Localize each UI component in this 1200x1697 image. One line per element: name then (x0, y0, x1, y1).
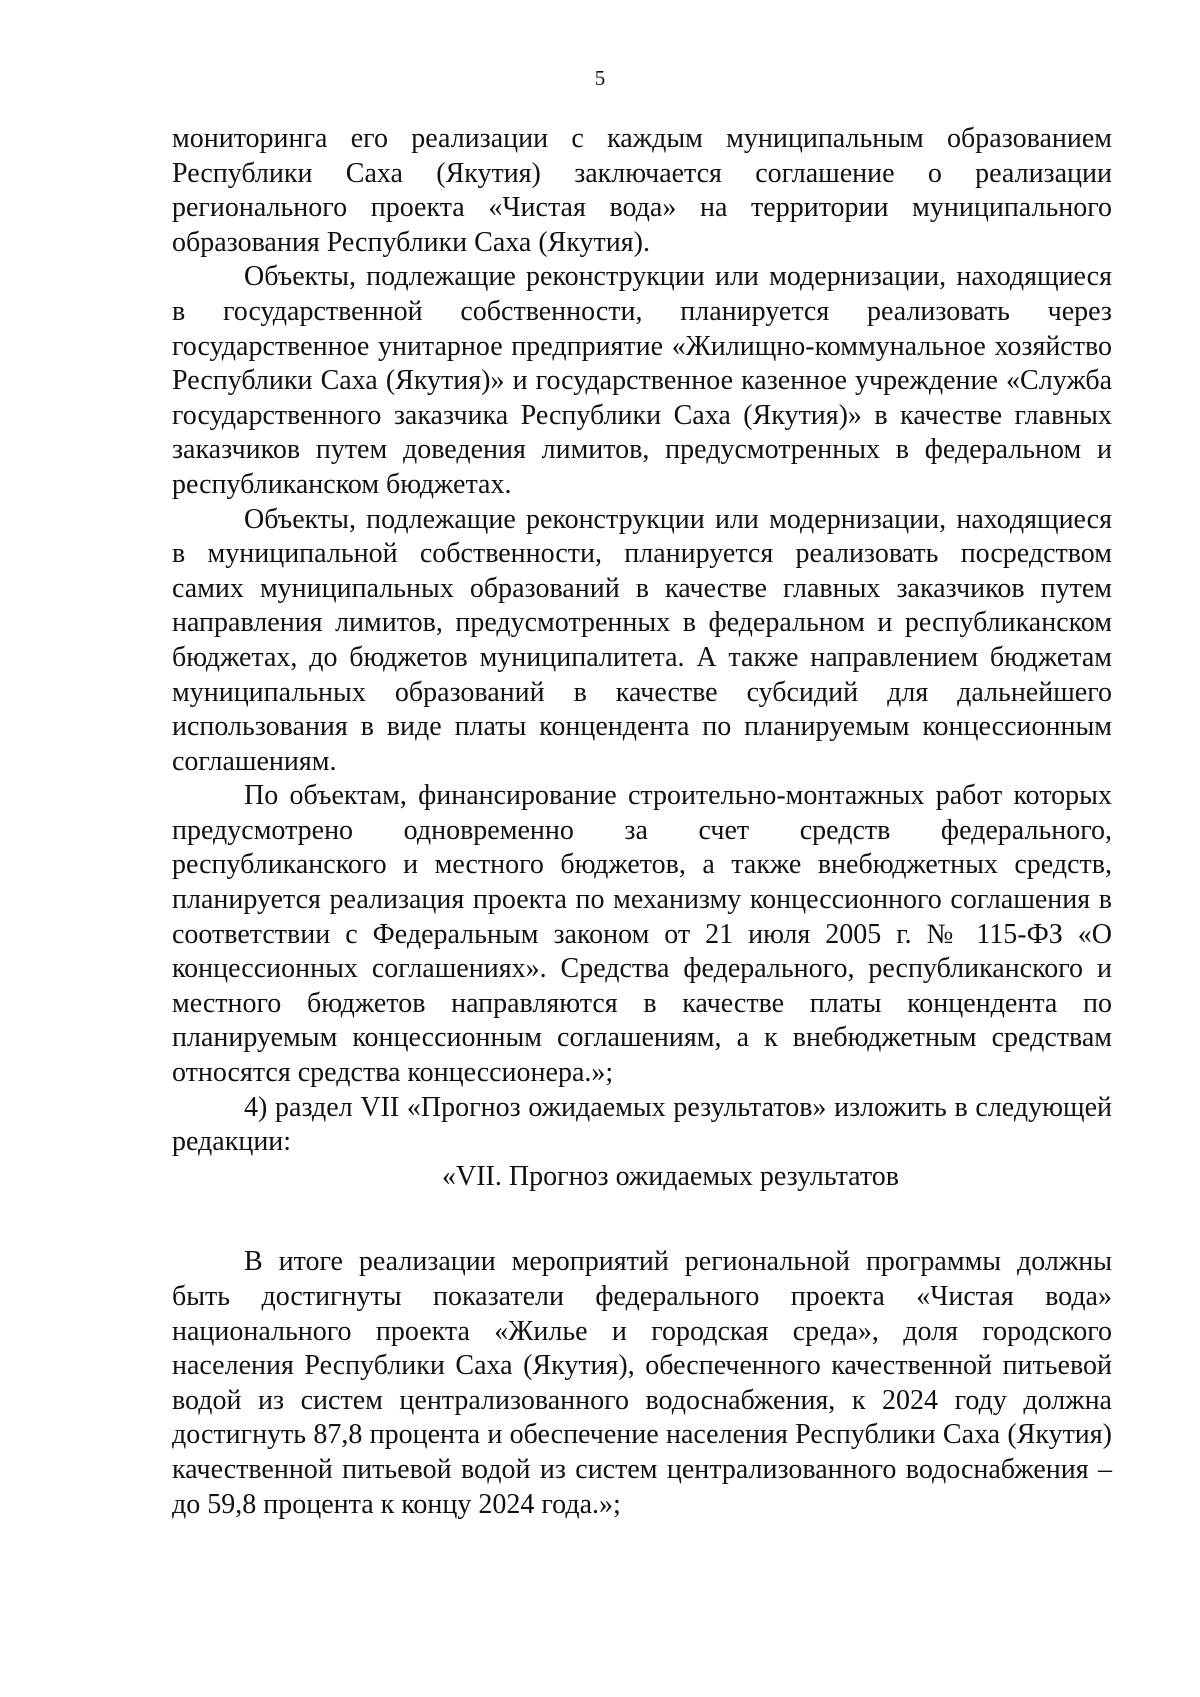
section-heading: «VII. Прогноз ожидаемых результатов (442, 1160, 899, 1192)
paragraph-state-property: Объекты, подлежащие реконструкции или модернизации, находящиеся в государственной собственности, планируется реализовать через государственное унитарное предприятие «Жилищно-коммунальное хозяйство Республики Саха (Якутия)» и государственное казенное учреждение «Служба государственного заказчика Республики Саха (Якутия)» в качестве главных заказчиков путем доведения лимитов, предусмотренных в федеральном и республиканском бюджетах. (172, 261, 1112, 500)
document-body (172, 122, 1112, 1522)
paragraph-amendment-item: 4) раздел VII «Прогноз ожидаемых результатов» изложить в следующей редакции: (172, 1091, 1112, 1158)
paragraph-continuation: мониторинга его реализации с каждым муниципальным образованием Республики Саха (Якутия) заключается соглашение о реализации регионального проекта «Чистая вода» на территории муниципального образования Республики Саха (Якутия). (172, 123, 1112, 258)
blank-line (172, 1194, 1112, 1245)
paragraph-municipal-property: Объекты, подлежащие реконструкции или модернизации, находящиеся в муниципальной собственности, планируется реализовать посредством самих муниципальных образований в качестве главных заказчиков путем направления лимитов, предусмотренных в федеральном и республиканском бюджетах, до бюджетов муниципалитета. А также направлением бюджетам муниципальных образований в качестве субсидий для дальнейшего использования в виде платы концендента по планируемым концессионным соглашениям. (172, 503, 1112, 777)
page-number: 5 (594, 66, 606, 90)
paragraph-expected-results: В итоге реализации мероприятий региональной программы должны быть достигнуты показатели федерального проекта «Чистая вода» национального проекта «Жилье и городская среда», доля городского населения Республики Саха (Якутия), обеспеченного качественной питьевой водой из систем централизованного водоснабжения, к 2024 году должна достигнуть 87,8 процента и обеспечение населения Республики Саха (Якутия) качественной питьевой водой из систем централизованного водоснабжения – до 59,8 процента к концу 2024 года.»; (172, 1246, 1112, 1520)
paragraph-concession-financing: По объектам, финансирование строительно-монтажных работ которых предусмотрено одновременно за счет средств федерального, республиканского и местного бюджетов, а также внебюджетных средств, планируется реализация проекта по механизму концессионного соглашения в соответствии с Федеральным законом от 21 июля 2005 г. № 115-ФЗ «О концессионных соглашениях». Средства федерального, республиканского и местного бюджетов направляются в качестве платы концендента по планируемым концессионным соглашениям, а к внебюджетным средствам относятся средства концессионера.»; (172, 780, 1112, 1089)
